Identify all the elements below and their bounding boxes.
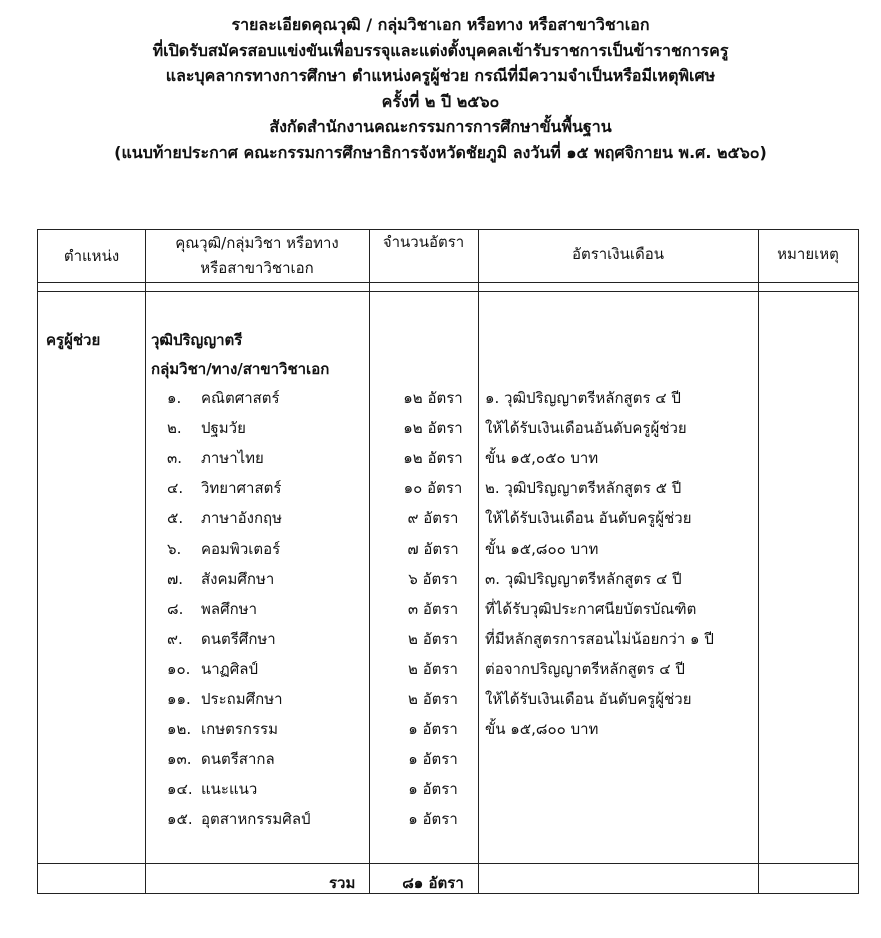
subject-item: [167, 506, 282, 530]
col-divider: [145, 230, 146, 893]
subject-number: ๕.: [167, 509, 184, 527]
subject-name: อุตสาหกรรมศิลป์: [201, 810, 311, 828]
subject-count: ๗ อัตรา: [407, 540, 459, 558]
salary-line: ๓. วุฒิปริญญาตรีหลักสูตร ๔ ปี: [485, 570, 682, 588]
subject-item: [167, 627, 276, 651]
position-cell: ครูผู้ช่วย: [46, 331, 101, 349]
salary-line: ให้ได้รับเงินเดือน อันดับครูผู้ช่วย: [485, 509, 692, 527]
subject-number: ๑๑.: [167, 690, 191, 708]
subject-count: ๖ อัตรา: [408, 570, 458, 588]
subject-number: ๖.: [167, 540, 182, 558]
salary-line: ที่ได้รับวุฒิประกาศนียบัตรบัณฑิต: [485, 600, 697, 618]
subject-item: [167, 807, 311, 831]
subject-number: ๑๒.: [167, 720, 192, 738]
header-attachment-note: (แนบท้ายประกาศ คณะกรรมการศึกษาธิการจังหวัดชัยภูมิ ลงวันที่ ๑๕ พฤศจิกายน พ.ศ. ๒๕๖๐): [114, 142, 767, 162]
salary-line: ขั้น ๑๕,๘๐๐ บาท: [485, 720, 599, 738]
subject-name: สังคมศึกษา: [201, 570, 275, 588]
salary-line: ขั้น ๑๕,๐๕๐ บาท: [485, 449, 599, 467]
subject-count: ๑๒ อัตรา: [403, 449, 463, 467]
subject-number: ๙.: [167, 630, 183, 648]
salary-line: ๑. วุฒิปริญญาตรีหลักสูตร ๔ ปี: [485, 389, 681, 407]
subject-name: ดนตรีศึกษา: [201, 630, 276, 648]
subject-number: ๘.: [167, 600, 184, 618]
subject-name: ประถมศึกษา: [201, 690, 283, 708]
subject-item: [167, 386, 280, 410]
subject-item: [167, 476, 281, 500]
subject-number: ๑๔.: [167, 780, 193, 798]
subject-number: ๑๕.: [167, 810, 193, 828]
subject-count: ๙ อัตรา: [407, 509, 459, 527]
subject-count: ๒ อัตรา: [408, 630, 458, 648]
subject-count: ๑ อัตรา: [408, 720, 458, 738]
header-line-2: ที่เปิดรับสมัครสอบแข่งขันเพื่อบรรจุและแต่งตั้งบุคคลเข้ารับราชการเป็นข้าราชการครู: [152, 40, 729, 60]
subject-name: ดนตรีสากล: [201, 750, 275, 768]
total-label: รวม: [329, 874, 356, 892]
subject-item: [167, 717, 278, 741]
subject-item: [167, 567, 274, 591]
subject-count: ๑ อัตรา: [408, 780, 458, 798]
salary-line: ขั้น ๑๕,๘๐๐ บาท: [485, 540, 599, 558]
subject-number: ๑๓.: [167, 750, 192, 768]
document-header: [0, 12, 881, 165]
header-position: ตำแหน่ง: [63, 247, 120, 265]
subject-number: ๗.: [167, 570, 184, 588]
header-count: จำนวนอัตรา: [382, 233, 465, 251]
subject-count: ๑๒ อัตรา: [403, 419, 463, 437]
subject-count: ๑๐ อัตรา: [403, 479, 463, 497]
subject-item: [167, 657, 258, 681]
header-row-divider: [38, 291, 858, 292]
header-remark: หมายเหตุ: [777, 245, 839, 263]
salary-line: ให้ได้รับเงินเดือน อันดับครูผู้ช่วย: [485, 690, 692, 708]
col-divider: [369, 230, 370, 893]
subject-count: ๒ อัตรา: [408, 660, 458, 678]
header-agency: สังกัดสำนักงานคณะกรรมการการศึกษาขั้นพื้นฐาน: [269, 117, 612, 136]
salary-line: ให้ได้รับเงินเดือนอันดับครูผู้ช่วย: [485, 419, 687, 437]
subject-name: นาฏศิลป์: [201, 660, 258, 678]
header-row-divider: [38, 282, 858, 283]
subject-count: ๑ อัตรา: [408, 750, 458, 768]
subject-name: เกษตรกรรม: [201, 720, 278, 738]
qualification-table: [37, 229, 859, 894]
subject-name: วิทยาศาสตร์: [201, 479, 282, 497]
subject-count: ๑ อัตรา: [408, 810, 458, 828]
header-title: รายละเอียดคุณวุฒิ / กลุ่มวิชาเอก หรือทาง หรือสาขาวิชาเอก: [231, 15, 650, 34]
subject-count: ๒ อัตรา: [408, 690, 458, 708]
subject-item: [167, 416, 246, 440]
total-row-divider: [38, 863, 858, 864]
subject-count: ๑๒ อัตรา: [403, 389, 463, 407]
subject-name: คณิตศาสตร์: [201, 389, 280, 407]
subject-number: ๒.: [167, 419, 182, 437]
subject-item: [167, 597, 257, 621]
subject-name: แนะแนว: [201, 780, 258, 798]
subject-item: [167, 777, 257, 801]
header-line-3: และบุคลากรทางการศึกษา ตำแหน่งครูผู้ช่วย กรณีที่มีความจำเป็นหรือมีเหตุพิเศษ: [165, 66, 716, 85]
salary-line: ๒. วุฒิปริญญาตรีหลักสูตร ๕ ปี: [485, 479, 682, 497]
subject-name: พลศึกษา: [201, 600, 257, 618]
salary-line: ที่มีหลักสูตรการสอนไม่น้อยกว่า ๑ ปี: [485, 630, 714, 648]
header-salary: อัตราเงินเดือน: [571, 245, 665, 263]
degree-label: วุฒิปริญญาตรี: [151, 331, 243, 349]
header-qualification-2: หรือสาขาวิชาเอก: [200, 259, 314, 277]
subject-name: คอมพิวเตอร์: [201, 540, 281, 558]
subject-name: ภาษาอังกฤษ: [201, 509, 283, 527]
subject-item: [167, 446, 264, 470]
subject-number: ๑๐.: [167, 660, 191, 678]
salary-line: ต่อจากปริญญาตรีหลักสูตร ๔ ปี: [485, 660, 685, 678]
subject-number: ๔.: [167, 479, 184, 497]
header-round: ครั้งที่ ๒ ปี ๒๕๖๐: [381, 91, 500, 111]
subject-item: [167, 537, 280, 561]
subject-name: ภาษาไทย: [201, 449, 264, 467]
subject-number: ๑.: [167, 389, 182, 407]
col-divider: [758, 230, 759, 893]
subject-number: ๓.: [167, 449, 183, 467]
col-divider: [478, 230, 479, 893]
subject-item: [167, 687, 283, 711]
group-label: กลุ่มวิชา/ทาง/สาขาวิชาเอก: [151, 360, 330, 378]
subject-name: ปฐมวัย: [201, 419, 246, 437]
total-value: ๘๑ อัตรา: [402, 874, 464, 892]
subject-item: [167, 747, 275, 771]
header-qualification-1: คุณวุฒิ/กลุ่มวิชา หรือทาง: [175, 234, 339, 252]
subject-count: ๓ อัตรา: [407, 600, 459, 618]
